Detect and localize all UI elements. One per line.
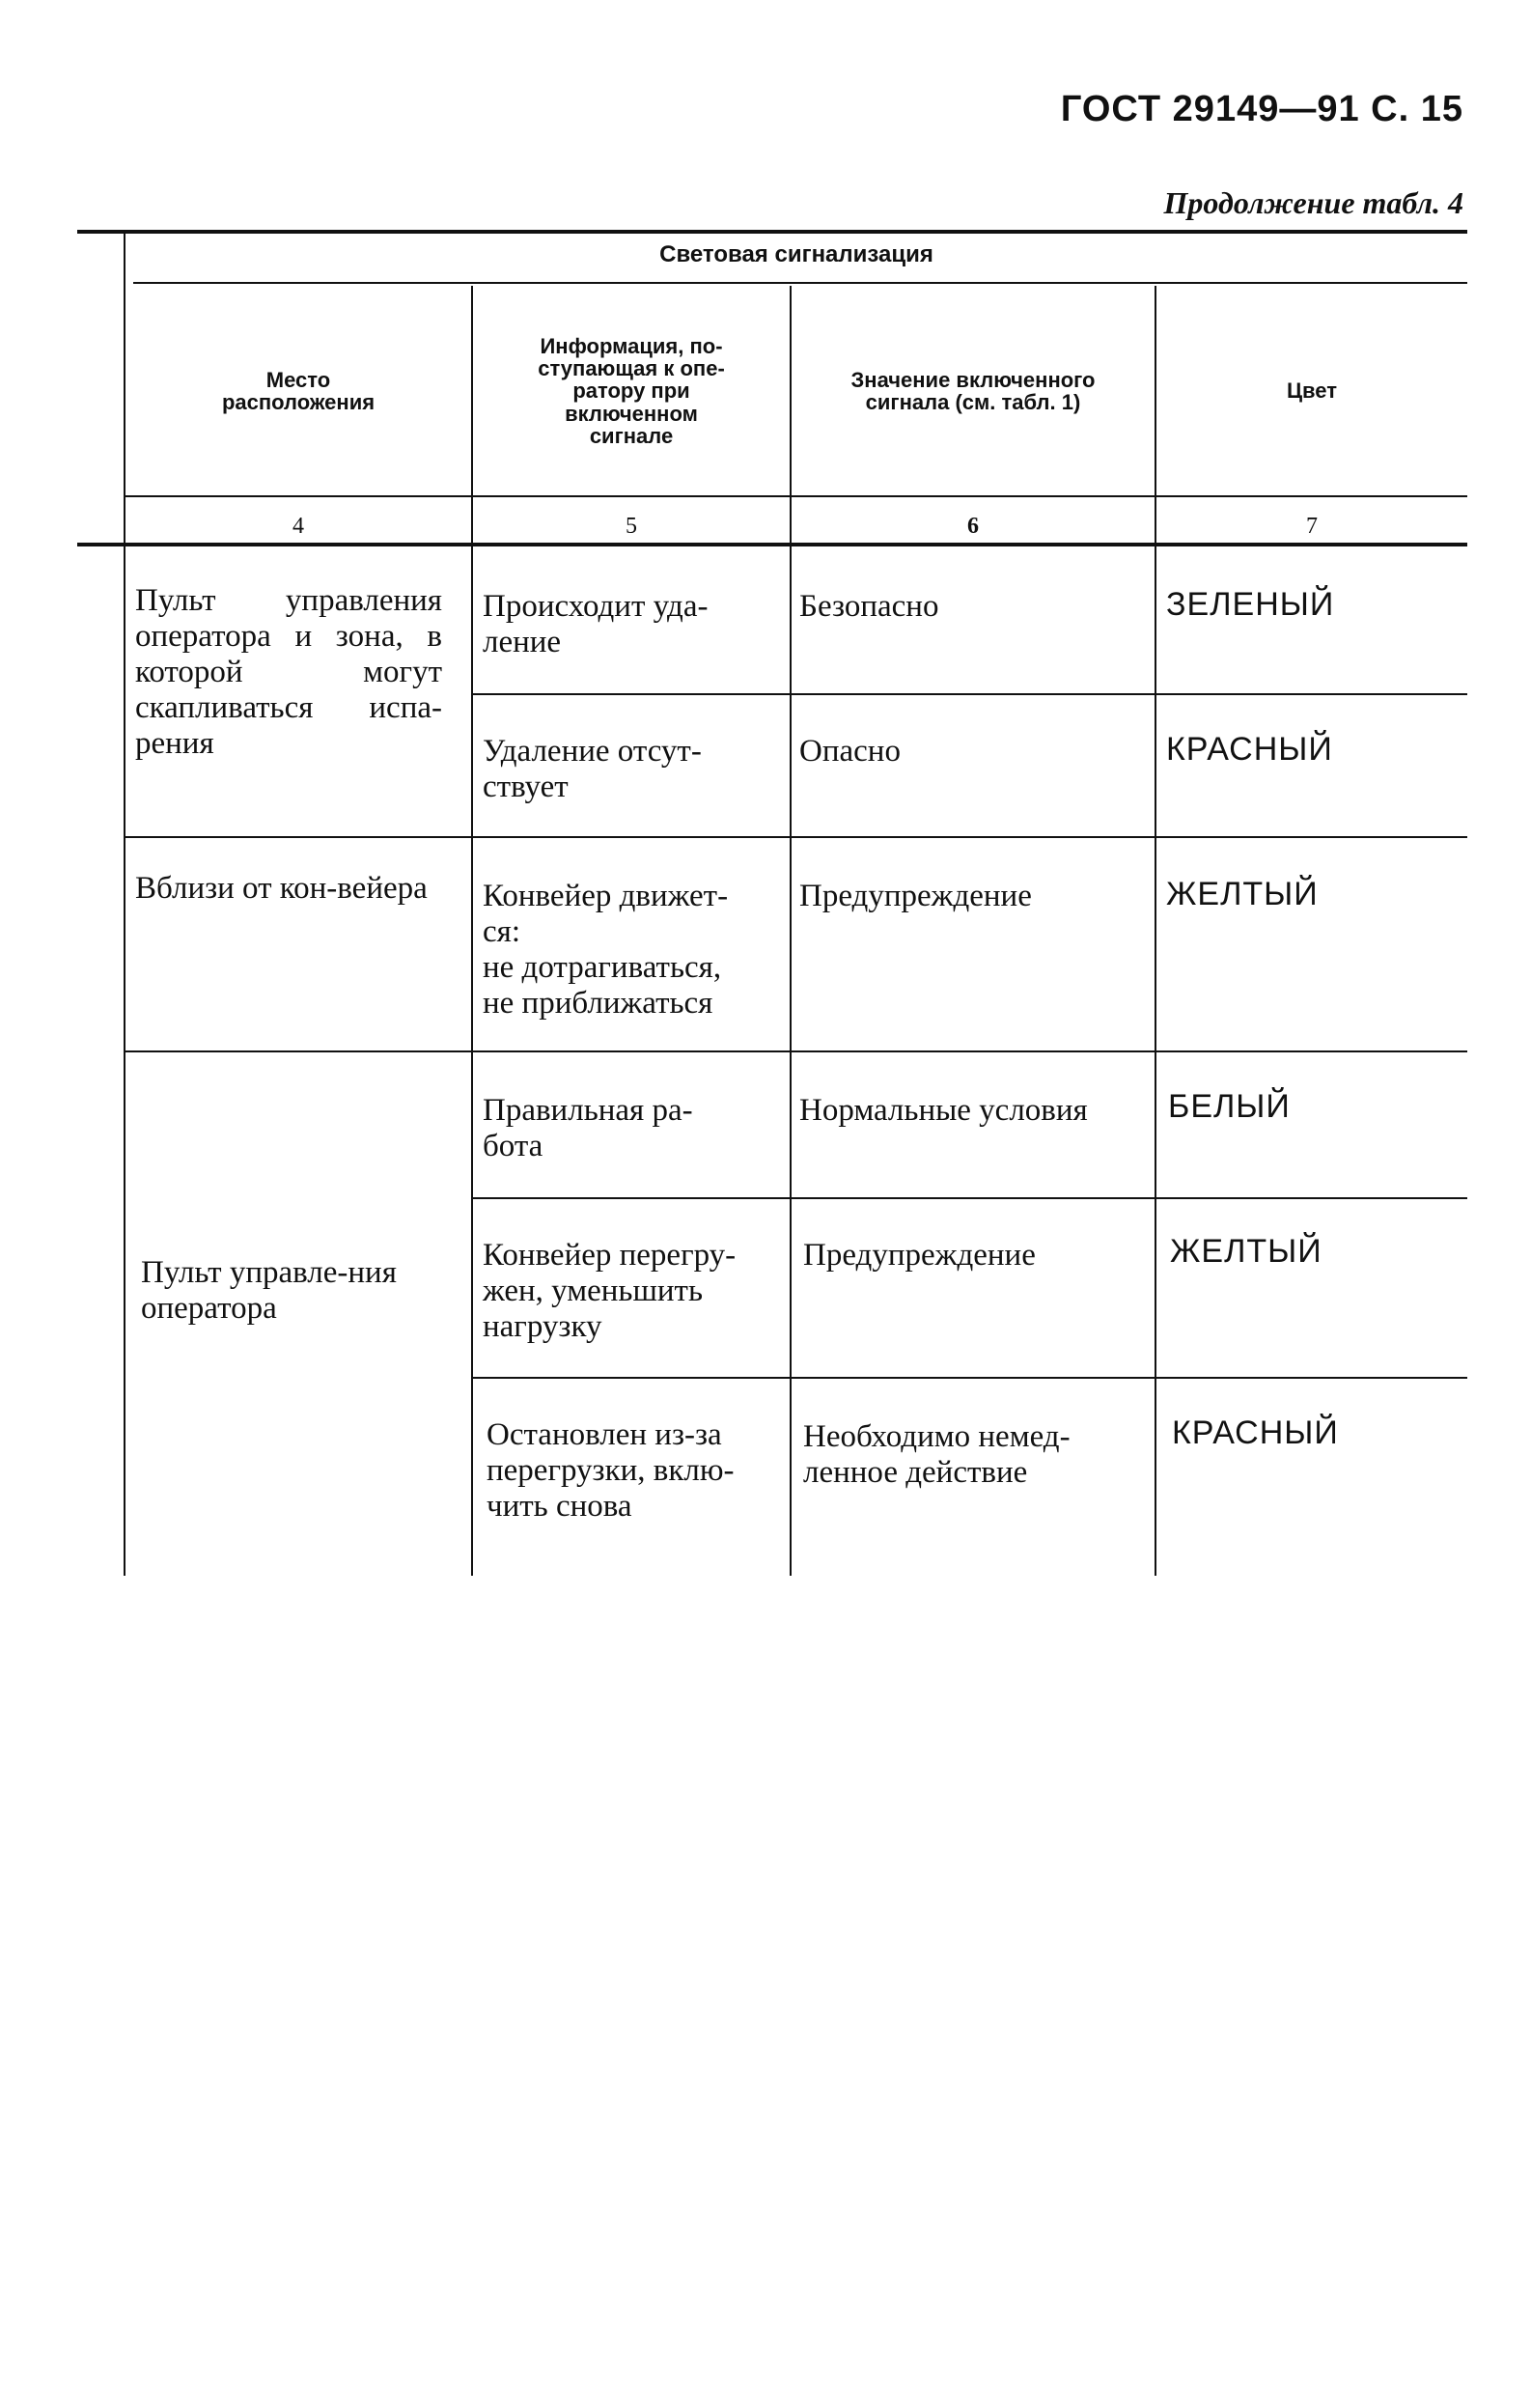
- row-separator: [125, 836, 1467, 838]
- group-title-rule: [133, 282, 1467, 284]
- info-cell: Конвейер перегру- жен, уменьшить нагрузку: [483, 1238, 737, 1344]
- column-number: 5: [626, 514, 637, 539]
- meaning-cell: Опасно: [799, 734, 901, 769]
- column-header-label: Информация, по- ступающая к опе- ратору при включенном сигнале: [538, 334, 725, 448]
- column-header-label: Место расположения: [221, 367, 376, 414]
- color-cell: ЖЕЛТЫЙ: [1166, 876, 1319, 912]
- color-cell: БЕЛЫЙ: [1168, 1088, 1291, 1125]
- meaning-cell: Необходимо немед- ленное действие: [803, 1419, 1071, 1490]
- info-cell: Конвейер движет- ся: не дотрагиваться, не приближаться: [483, 879, 729, 1021]
- page-header: ГОСТ 29149—91 С. 15: [1060, 89, 1463, 129]
- column-number: 6: [967, 514, 979, 539]
- info-cell: Правильная ра- бота: [483, 1093, 693, 1163]
- meaning-cell: Предупреждение: [799, 879, 1032, 913]
- color-cell: ЖЕЛТЫЙ: [1170, 1233, 1322, 1270]
- table-top-rule: [77, 230, 1467, 234]
- column-header-label: Цвет: [1286, 378, 1338, 404]
- meaning-cell: Безопасно: [799, 589, 939, 624]
- column-number: 4: [292, 514, 304, 539]
- column-numbers-rule: [77, 543, 1467, 546]
- table-continuation-label: Продолжение табл. 4: [1163, 185, 1463, 220]
- column-header-info: [473, 290, 790, 492]
- location-cell: Вблизи от кон-вейера: [135, 871, 428, 906]
- column-header-color: [1156, 290, 1467, 492]
- meaning-cell: Предупреждение: [803, 1238, 1036, 1273]
- info-cell: Остановлен из-за перегрузки, вклю- чить снова: [487, 1417, 735, 1524]
- row-separator: [125, 1050, 1467, 1052]
- row-separator: [473, 1197, 1467, 1199]
- color-cell: ЗЕЛЕНЫЙ: [1166, 586, 1335, 623]
- row-separator: [473, 1377, 1467, 1379]
- group-title: Световая сигнализация: [659, 241, 933, 267]
- column-header-meaning: [792, 290, 1155, 492]
- location-cell: Пульт управле-ния оператора: [141, 1255, 397, 1326]
- column-header-location: [125, 290, 471, 492]
- color-cell: КРАСНЫЙ: [1166, 731, 1333, 768]
- column-number: 7: [1306, 514, 1318, 539]
- location-cell: Пульт управления оператора и зона, в которой могут скапливаться испа-рения: [135, 583, 442, 761]
- header-bottom-rule: [125, 495, 1467, 497]
- row-separator: [473, 693, 1467, 695]
- column-header-label: Значение включенного сигнала (см. табл. 1): [850, 367, 1096, 414]
- info-cell: Удаление отсут- ствует: [483, 734, 702, 804]
- meaning-cell: Нормальные условия: [799, 1093, 1088, 1128]
- info-cell: Происходит уда- ление: [483, 589, 709, 659]
- color-cell: КРАСНЫЙ: [1172, 1414, 1339, 1451]
